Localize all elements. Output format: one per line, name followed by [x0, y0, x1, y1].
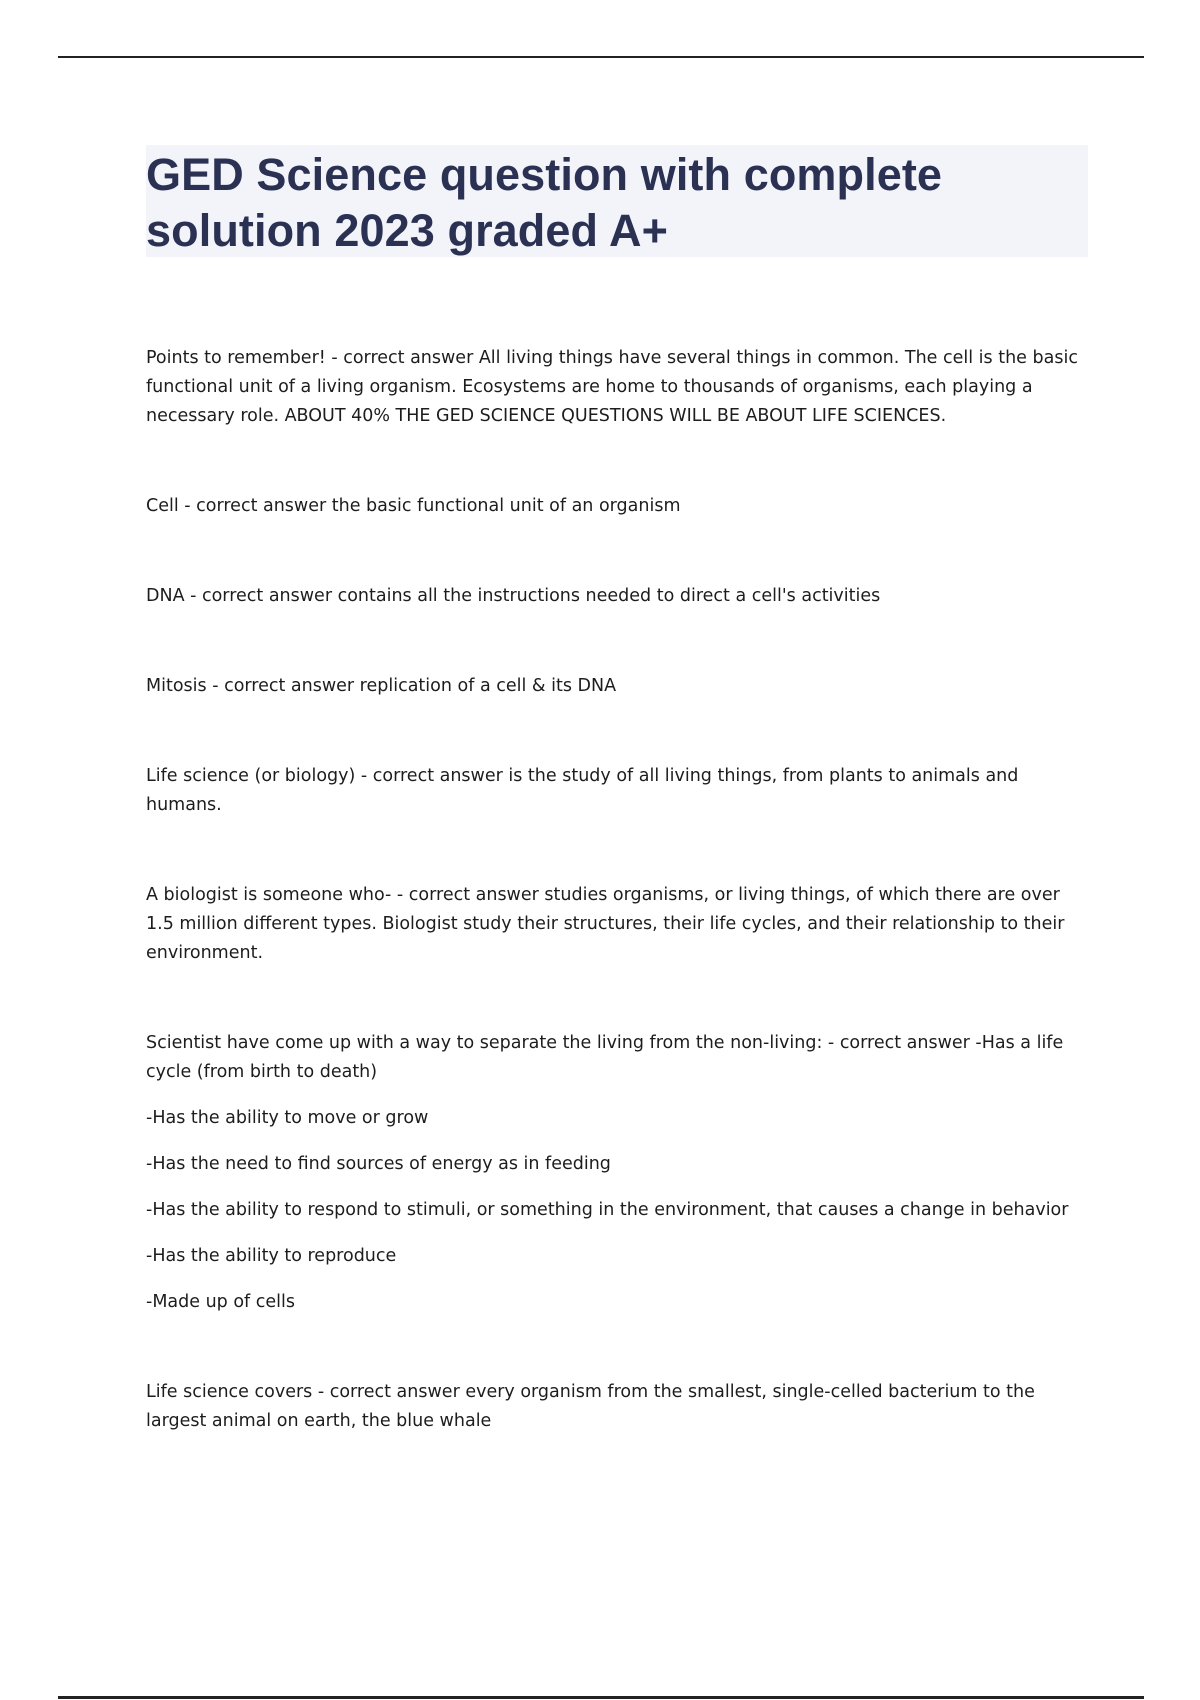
bottom-rule — [58, 1696, 1144, 1699]
entry-cell: Cell - correct answer the basic functional unit of an organism — [146, 496, 681, 516]
title-block — [146, 145, 1088, 257]
entry-life-science: Life science (or biology) - correct answer is the study of all living things, from plants to animals and humans. — [146, 766, 1019, 815]
list-item: -Has the ability to reproduce — [146, 1246, 397, 1266]
list-item: -Has the ability to move or grow — [146, 1108, 429, 1128]
entry-dna: DNA - correct answer contains all the instructions needed to direct a cell's activities — [146, 586, 881, 606]
document-body — [146, 344, 1086, 1497]
document-title: GED Science question with complete solution 2023 graded A+ — [146, 149, 943, 256]
list-item: -Has the ability to respond to stimuli, or something in the environment, that causes a change in behavior — [146, 1200, 1069, 1220]
entry-life-science-covers: Life science covers - correct answer every organism from the smallest, single-celled bacterium to the largest animal on earth, the blue whale — [146, 1382, 1035, 1431]
entry-mitosis: Mitosis - correct answer replication of a cell & its DNA — [146, 676, 617, 696]
list-item: -Has the need to find sources of energy as in feeding — [146, 1154, 611, 1174]
list-item: -Made up of cells — [146, 1292, 295, 1312]
top-rule — [58, 56, 1144, 58]
entry-living-vs-nonliving: Scientist have come up with a way to separate the living from the non-living: - correct answer -Has a life cycle (from birth to death) — [146, 1033, 1064, 1082]
entry-points-to-remember: Points to remember! - correct answer All living things have several things in common. The cell is the basic functional unit of a living organism. Ecosystems are home to thousands of organisms, each playing a necessary role. ABOUT 40% THE GED SCIENCE QUESTIONS WILL BE ABOUT LIFE SCIENCES. — [146, 348, 1078, 426]
entry-biologist: A biologist is someone who- - correct answer studies organisms, or living things, of which there are over 1.5 million different types. Biologist study their structures, their life cycles, and their relationship to their environment. — [146, 885, 1065, 963]
